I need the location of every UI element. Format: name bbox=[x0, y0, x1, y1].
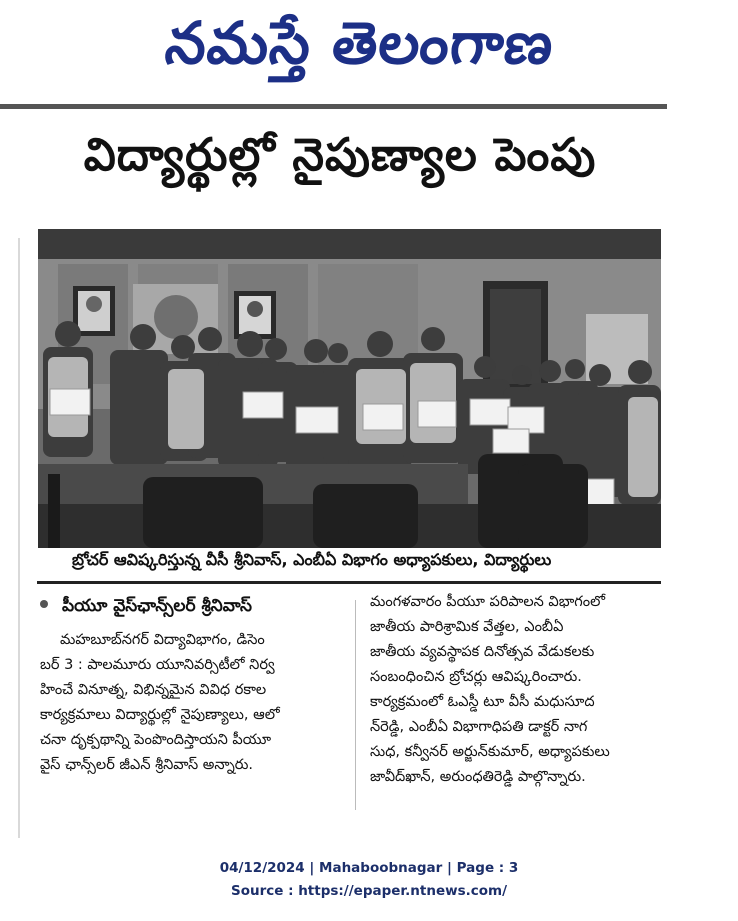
article-subhead bbox=[40, 596, 342, 620]
article-body-right bbox=[370, 590, 672, 790]
headline: విద్యార్థుల్లో నైపుణ్యాల పెంపు bbox=[83, 128, 597, 181]
article-body-left bbox=[40, 628, 342, 778]
article-left-column bbox=[40, 596, 342, 778]
article-line: మహబూబ్‌నగర్ విద్యావిభాగం, డిసెం bbox=[60, 632, 265, 648]
bullet-icon bbox=[40, 600, 48, 608]
article-subhead-text: పీయూ వైస్‌ఛాన్స్‌లర్ శ్రీనివాస్ bbox=[62, 596, 252, 616]
caption-rule bbox=[37, 581, 661, 584]
article-line: కార్యక్రమాలు విద్యార్థుల్లో నైపుణ్యాలు, ఆలో bbox=[40, 707, 280, 723]
group-photo-icon bbox=[38, 229, 661, 548]
article-line: కార్యక్రమంలో ఓఎస్డీ టూ వీసీ మధుసూద bbox=[370, 694, 595, 710]
news-photo bbox=[38, 229, 661, 548]
article-line: జావీద్‌ఖాన్, అరుంధతిరెడ్డి పాల్గొన్నారు. bbox=[370, 769, 586, 785]
article-line: సంబంధించిన బ్రోచర్లు ఆవిష్కరించారు. bbox=[370, 669, 582, 685]
article-line: బర్ 3 : పాలమూరు యూనివర్సిటీలో నిర్వ bbox=[40, 657, 275, 673]
article-right-column bbox=[370, 590, 672, 790]
article-line: న్‌రెడ్డి, ఎంబీఏ విభాగాధిపతి డాక్టర్ నాగ bbox=[370, 719, 588, 735]
footer-date-edition: 04/12/2024 | Mahaboobnagar | Page : 3 bbox=[219, 860, 519, 876]
masthead bbox=[0, 0, 738, 100]
article-line: జాతీయ వ్యవస్థాపక దినోత్సవ వేడుకలకు bbox=[370, 644, 595, 660]
article-line: సుధ, కన్వీనర్ అర్జున్‌కుమార్, అధ్యాపకులు bbox=[370, 744, 610, 760]
article-line: వైస్ ఛాన్స్‌లర్ జీఎన్ శ్రీనివాస్ అన్నారు. bbox=[40, 757, 253, 773]
article-line: జాతీయ పారిశ్రామిక వేత్తల, ఎంబీఏ bbox=[370, 619, 564, 635]
masthead-rule bbox=[0, 104, 667, 109]
margin-line bbox=[18, 238, 20, 838]
footer-source[interactable]: Source : https://epaper.ntnews.com/ bbox=[230, 883, 508, 899]
masthead-title: నమస్తే తెలంగాణ bbox=[162, 8, 558, 77]
article-line: చనా దృక్పథాన్ని పెంపొందిస్తాయని పీయూ bbox=[40, 732, 272, 748]
photo-caption: బ్రోచర్ ఆవిష్కరిస్తున్న వీసీ శ్రీనివాస్, ఎంబీఏ విభాగం అధ్యాపకులు, విద్యార్థులు bbox=[72, 550, 552, 569]
column-divider bbox=[355, 600, 356, 810]
article-line: హించే వినూత్న, విభిన్నమైన వివిధ రకాల bbox=[40, 682, 267, 698]
article-line: మంగళవారం పీయూ పరిపాలన విభాగంలో bbox=[370, 594, 606, 610]
